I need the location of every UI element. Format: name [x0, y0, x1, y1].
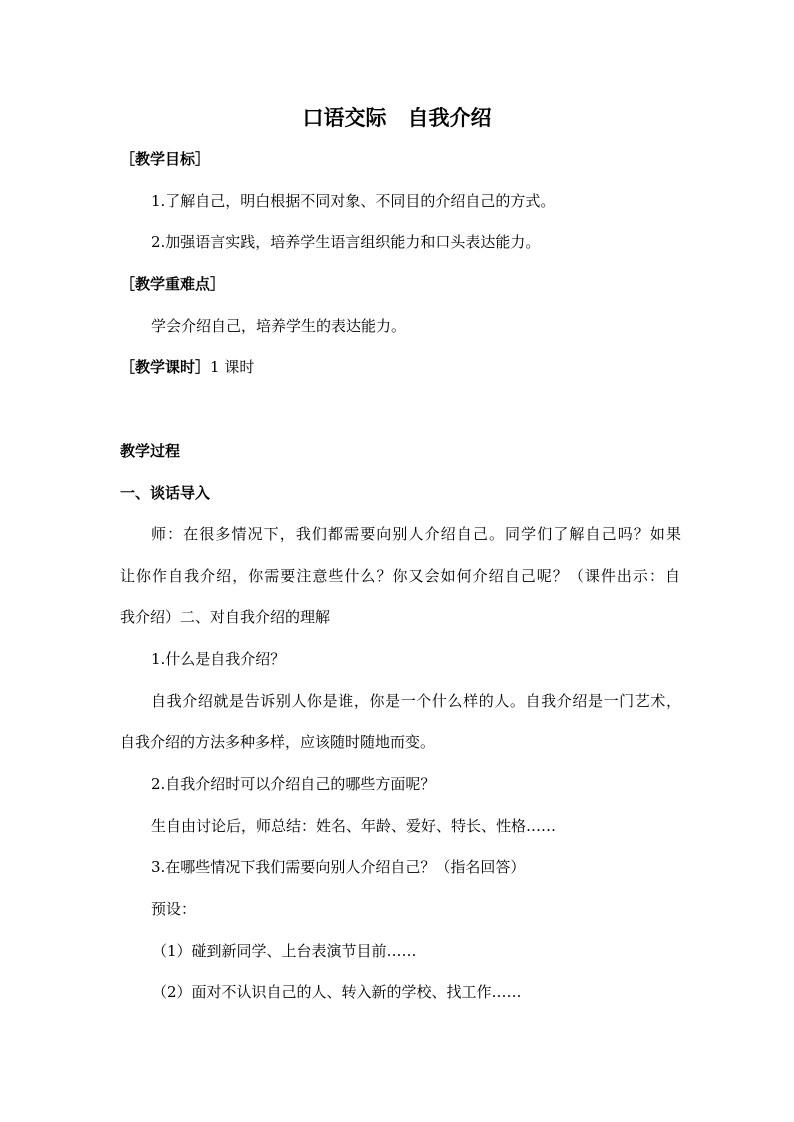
- question-1: 1.什么是自我介绍？: [151, 650, 286, 668]
- preset-1: （1）碰到新同学、上台表演节目前……: [152, 942, 417, 960]
- preset-label: 预设：: [151, 900, 197, 918]
- periods-heading: ［教学课时］: [120, 358, 211, 376]
- intro-line-3: 我介绍）二、对自我介绍的理解: [120, 608, 331, 626]
- process-heading: 教学过程: [120, 442, 181, 460]
- key-points-text: 学会介绍自己，培养学生的表达能力。: [151, 317, 407, 335]
- preset-2: （2）面对不认识自己的人、转入新的学校、找工作……: [152, 983, 522, 1001]
- key-points-heading: ［教学重难点］: [120, 275, 226, 293]
- answer-2: 生自由讨论后，师总结：姓名、年龄、爱好、特长、性格……: [151, 817, 557, 835]
- intro-line-1: 师：在很多情况下，我们都需要向别人介绍自己。同学们了解自己吗？如果: [151, 525, 681, 543]
- question-2: 2.自我介绍时可以介绍自己的哪些方面呢？: [151, 775, 436, 793]
- answer-1-line-1: 自我介绍就是告诉别人你是谁，你是一个什么样的人。自我介绍是一门艺术，: [151, 692, 681, 710]
- answer-1-line-2: 自我介绍的方法多种多样，应该随时随地而变。: [120, 733, 436, 751]
- objectives-heading: ［教学目标］: [120, 150, 211, 168]
- periods-line: [120, 357, 680, 377]
- objective-1: 1.了解自己，明白根据不同对象、不同目的介绍自己的方式。: [151, 192, 556, 210]
- section-1-heading: 一、谈话导入: [120, 484, 211, 502]
- question-3: 3.在哪些情况下我们需要向别人介绍自己？（指名回答）: [151, 858, 526, 876]
- objective-2: 2.加强语言实践，培养学生语言组织能力和口头表达能力。: [151, 233, 541, 251]
- page-title: 口语交际 自我介绍: [302, 106, 492, 130]
- intro-line-2: 让你作自我介绍，你需要注意些什么？你又会如何介绍自己呢？（课件出示：自: [120, 567, 680, 585]
- periods-value: 1 课时: [210, 358, 255, 376]
